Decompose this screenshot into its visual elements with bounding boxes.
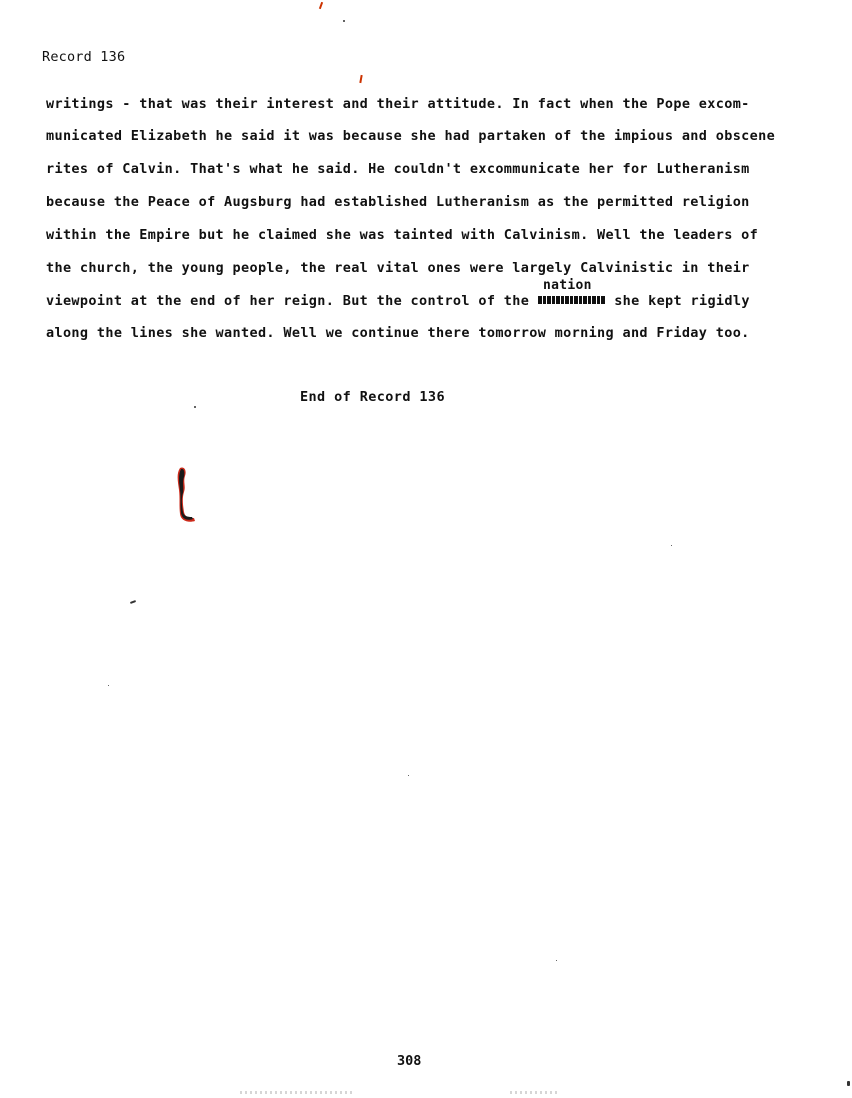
stray-speck [108,685,109,686]
stray-speck [847,1081,850,1086]
bottom-smudge [240,1091,355,1094]
stray-speck [343,20,345,22]
stray-red-mark [359,75,362,83]
bottom-smudge [510,1091,560,1094]
stray-speck [671,545,672,546]
body-line-1: writings - that was their interest and their attitude. In fact when the Pope excom- [46,96,750,112]
body-line-3: rites of Calvin. That's what he said. He couldn't excommunicate her for Lutheranism [46,161,750,177]
stray-red-mark [319,2,323,9]
body-line-2: municated Elizabeth he said it was because she had partaken of the impious and obscene [46,128,776,144]
body-line-4: because the Peace of Augsburg had established Lutheranism as the permitted religion [46,194,750,210]
body-line-7-tail: she kept rigidly [605,293,750,309]
ink-blot-mark [174,466,196,524]
body-line-5: within the Empire but he claimed she was tainted with Calvinism. Well the leaders of [46,227,759,243]
stray-speck [408,775,409,776]
body-line-8: along the lines she wanted. Well we continue there tomorrow morning and Friday too. [46,325,750,341]
struck-out-word [538,296,606,304]
body-line-7-text: viewpoint at the end of her reign. But the control of the [46,293,530,309]
stray-speck [556,960,557,961]
stray-speck [130,600,136,604]
end-of-record-label: End of Record 136 [300,389,445,405]
record-header: Record 136 [42,49,126,65]
body-line-7 [46,293,750,309]
stray-speck [194,406,196,408]
page-number: 308 [397,1053,422,1069]
body-line-6: the church, the young people, the real vital ones were largely Calvinistic in their [46,260,750,276]
inserted-word: nation [543,278,592,293]
